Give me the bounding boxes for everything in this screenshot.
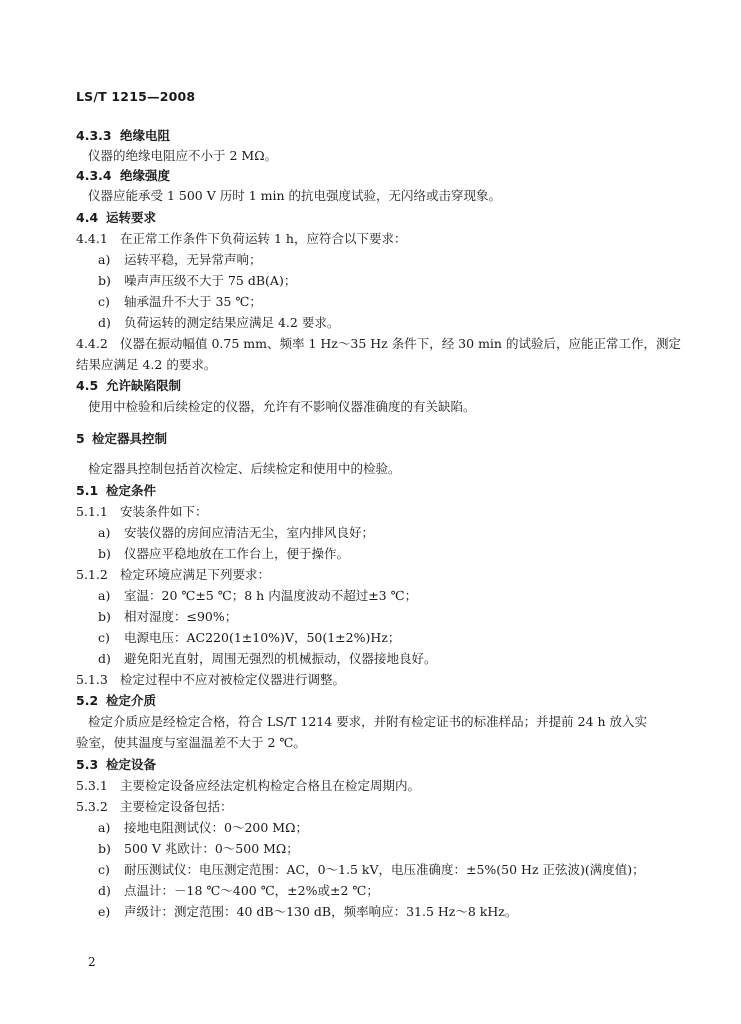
clause-number: 4.3.4 bbox=[76, 168, 112, 183]
body-text-line: 避免阳光直射，周围无强烈的机械振动，仪器接地良好。 bbox=[124, 651, 437, 666]
body-text-line: 结果应满足 4.2 的要求。 bbox=[76, 357, 217, 372]
clause-number: b) bbox=[98, 273, 111, 288]
body-text-line: 检定介质应是经检定合格，符合 LS/T 1214 要求，并附有检定证书的标准样品；并提前 24 h 放入实 bbox=[88, 714, 648, 729]
body-text-line: 检定过程中不应对被检定仪器进行调整。 bbox=[120, 672, 346, 687]
clause-number: 4.4 bbox=[76, 210, 99, 225]
clause-number: 5 bbox=[76, 431, 85, 446]
clause-number: 5.3.1 bbox=[76, 778, 108, 793]
clause-number: a) bbox=[98, 588, 111, 603]
clause-number: 4.4.1 bbox=[76, 231, 108, 246]
body-text-line: 使用中检验和后续检定的仪器，允许有不影响仪器准确度的有关缺陷。 bbox=[88, 399, 476, 414]
clause-number: c) bbox=[98, 630, 110, 645]
body-text-line: 噪声声压级不大于 75 dB(A)； bbox=[124, 273, 297, 288]
body-text-line: 验室，使其温度与室温温差不大于 2 ℃。 bbox=[76, 735, 306, 750]
section-heading: 检定介质 bbox=[106, 693, 157, 708]
section-heading: 绝缘电阻 bbox=[120, 128, 171, 143]
clause-number: a) bbox=[98, 525, 111, 540]
body-text-line: 安装仪器的房间应清洁无尘，室内排风良好； bbox=[124, 525, 375, 540]
body-text-line: 主要检定设备包括： bbox=[120, 799, 233, 814]
section-heading: 运转要求 bbox=[106, 210, 157, 225]
clause-number: 5.1 bbox=[76, 483, 99, 498]
body-text-line: 接地电阻测试仪：0～200 MΩ； bbox=[124, 820, 308, 835]
section-heading: 检定条件 bbox=[106, 483, 157, 498]
body-text-line: 仪器应平稳地放在工作台上，便于操作。 bbox=[124, 546, 350, 561]
body-text-line: 轴承温升不大于 35 ℃； bbox=[124, 294, 262, 309]
body-text-line: 电源电压：AC220(1±10%)V，50(1±2%)Hz； bbox=[124, 630, 401, 645]
clause-number: b) bbox=[98, 546, 111, 561]
clause-number: a) bbox=[98, 252, 111, 267]
body-text-line: 运转平稳，无异常声响； bbox=[124, 252, 262, 267]
body-text-line: 仪器应能承受 1 500 V 历时 1 min 的抗电强度试验，无闪络或击穿现象。 bbox=[88, 188, 502, 203]
body-text-line: 负荷运转的测定结果应满足 4.2 要求。 bbox=[124, 315, 340, 330]
body-text-line: 点温计：－18 ℃～400 ℃，±2%或±2 ℃； bbox=[124, 883, 379, 898]
body-text-line: 仪器在振动幅值 0.75 mm、频率 1 Hz～35 Hz 条件下，经 30 min 的试验后，应能正常工作，测定 bbox=[120, 336, 681, 351]
section-heading: 检定设备 bbox=[106, 757, 157, 772]
clause-number: 4.5 bbox=[76, 378, 99, 393]
clause-number: 5.3 bbox=[76, 757, 99, 772]
body-text-line: 室温：20 ℃±5 ℃；8 h 内温度波动不超过±3 ℃； bbox=[124, 588, 418, 603]
body-text-line: 在正常工作条件下负荷运转 1 h，应符合以下要求： bbox=[120, 231, 407, 246]
clause-number: 5.3.2 bbox=[76, 799, 108, 814]
clause-number: 5.1.3 bbox=[76, 672, 108, 687]
clause-number: c) bbox=[98, 862, 110, 877]
clause-number: d) bbox=[98, 651, 111, 666]
clause-number: 4.4.2 bbox=[76, 336, 108, 351]
document-code: LS/T 1215—2008 bbox=[76, 89, 196, 104]
body-text-line: 仪器的绝缘电阻应不小于 2 MΩ。 bbox=[88, 148, 278, 163]
clause-number: d) bbox=[98, 883, 111, 898]
body-text-line: 500 V 兆欧计：0～500 MΩ； bbox=[124, 841, 299, 856]
body-text-line: 检定器具控制包括首次检定、后续检定和使用中的检验。 bbox=[88, 461, 401, 476]
body-text-line: 耐压测试仪：电压测定范围：AC，0～1.5 kV，电压准确度：±5%(50 Hz 正弦波)(满度值)； bbox=[124, 862, 645, 877]
section-heading: 绝缘强度 bbox=[120, 168, 171, 183]
body-text-line: 相对湿度：≤90%； bbox=[124, 609, 238, 624]
page-number: 2 bbox=[88, 955, 96, 969]
clause-number: e) bbox=[98, 904, 111, 919]
section-heading: 检定器具控制 bbox=[92, 431, 168, 446]
clause-number: a) bbox=[98, 820, 111, 835]
clause-number: 5.2 bbox=[76, 693, 99, 708]
clause-number: 5.1.1 bbox=[76, 504, 108, 519]
clause-number: b) bbox=[98, 609, 111, 624]
body-text-line: 检定环境应满足下列要求： bbox=[120, 567, 271, 582]
clause-number: 5.1.2 bbox=[76, 567, 108, 582]
body-text-line: 主要检定设备应经法定机构检定合格且在检定周期内。 bbox=[120, 778, 421, 793]
clause-number: b) bbox=[98, 841, 111, 856]
clause-number: c) bbox=[98, 294, 110, 309]
section-heading: 允许缺陷限制 bbox=[106, 378, 182, 393]
clause-number: d) bbox=[98, 315, 111, 330]
clause-number: 4.3.3 bbox=[76, 128, 112, 143]
body-text-line: 安装条件如下： bbox=[120, 504, 208, 519]
body-text-line: 声级计：测定范围：40 dB～130 dB，频率响应：31.5 Hz～8 kHz。 bbox=[124, 904, 518, 919]
